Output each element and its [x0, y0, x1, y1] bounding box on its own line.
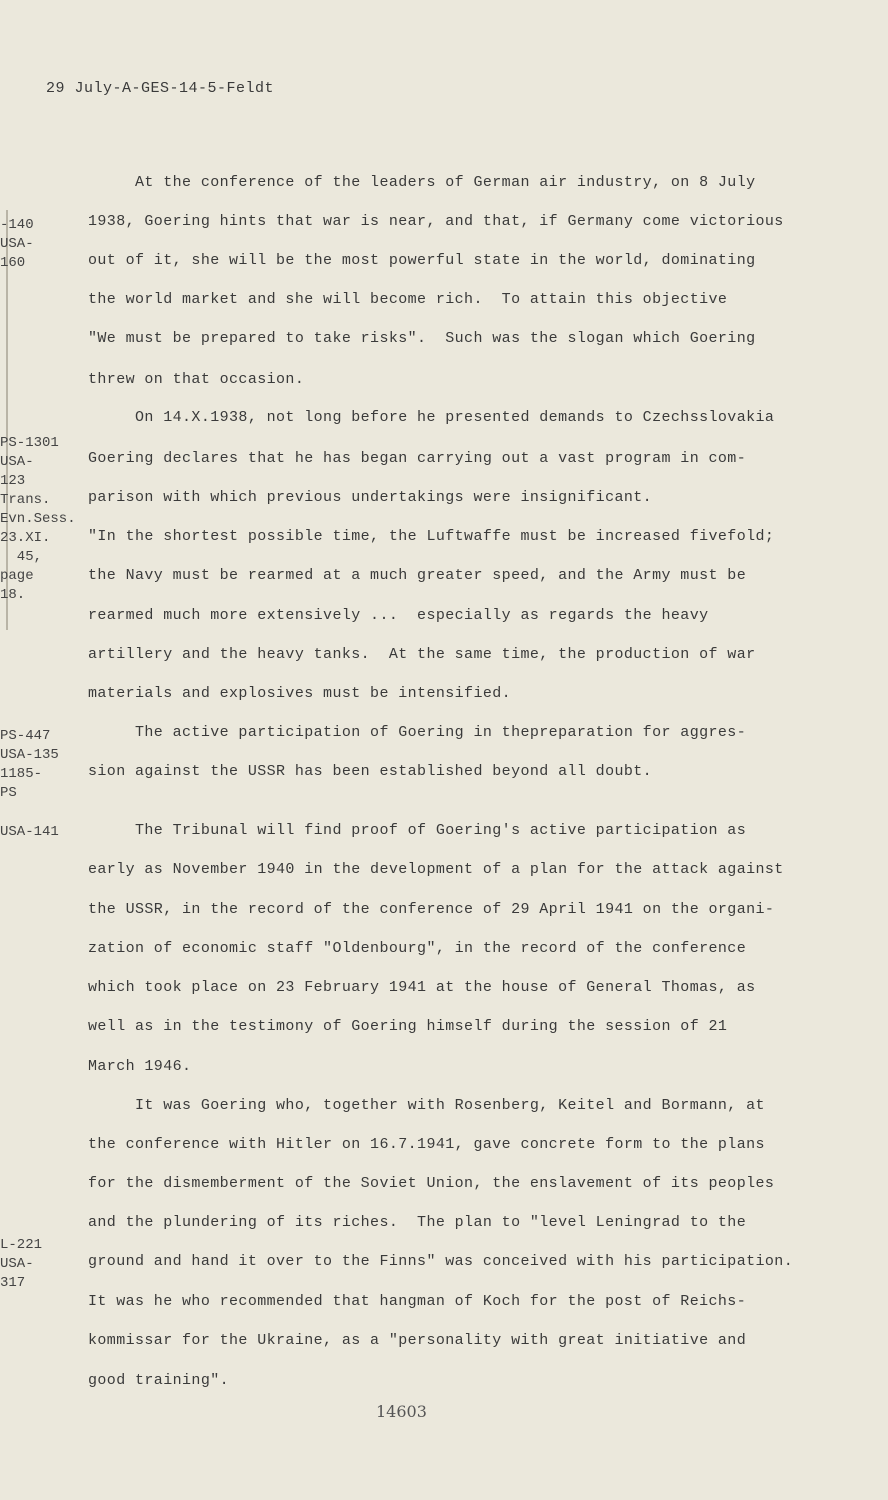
margin-note-3: PS-447 USA-135 1185- PS: [0, 728, 59, 801]
text-line: At the conference of the leaders of German air industry, on 8 July: [88, 174, 756, 191]
text-line: ground and hand it over to the Finns" was conceived with his participation.: [88, 1253, 794, 1270]
text-line: which took place on 23 February 1941 at the house of General Thomas, as: [88, 979, 756, 996]
margin-note-1: -140 USA- 160: [0, 217, 34, 271]
text-line: artillery and the heavy tanks. At the same time, the production of war: [88, 646, 756, 663]
text-line: early as November 1940 in the development of a plan for the attack against: [88, 861, 784, 878]
page-number: 14603: [376, 1402, 427, 1421]
text-line: rearmed much more extensively ... especially as regards the heavy: [88, 607, 709, 624]
text-line: "We must be prepared to take risks". Such was the slogan which Goering: [88, 330, 756, 347]
page-header: 29 July-A-GES-14-5-Feldt: [46, 80, 275, 97]
text-line: well as in the testimony of Goering himself during the session of 21: [88, 1018, 728, 1035]
text-line: good training".: [88, 1372, 230, 1389]
text-line: for the dismemberment of the Soviet Union, the enslavement of its peoples: [88, 1175, 775, 1192]
text-line: out of it, she will be the most powerful state in the world, dominating: [88, 252, 756, 269]
text-line: kommissar for the Ukraine, as a "personality with great initiative and: [88, 1332, 747, 1349]
text-line: Goering declares that he has began carrying out a vast program in com-: [88, 450, 747, 467]
text-line: sion against the USSR has been established beyond all doubt.: [88, 763, 653, 780]
text-line: zation of economic staff "Oldenbourg", in the record of the conference: [88, 940, 747, 957]
text-line: It was he who recommended that hangman of Koch for the post of Reichs-: [88, 1293, 747, 1310]
text-line: 1938, Goering hints that war is near, and that, if Germany come victorious: [88, 213, 784, 230]
text-line: materials and explosives must be intensified.: [88, 685, 512, 702]
text-line: On 14.X.1938, not long before he presented demands to Czechsslovakia: [88, 409, 775, 426]
text-line: the world market and she will become rich. To attain this objective: [88, 291, 728, 308]
margin-note-2: PS-1301 USA- 123 Trans. Evn.Sess. 23.XI. 45, page 18.: [0, 435, 76, 603]
text-line: parison with which previous undertakings were insignificant.: [88, 489, 653, 506]
text-line: threw on that occasion.: [88, 371, 305, 388]
text-line: The active participation of Goering in thepreparation for aggres-: [88, 724, 747, 741]
text-line: the conference with Hitler on 16.7.1941, gave concrete form to the plans: [88, 1136, 765, 1153]
text-line: "In the shortest possible time, the Luftwaffe must be increased fivefold;: [88, 528, 775, 545]
text-line: the Navy must be rearmed at a much greater speed, and the Army must be: [88, 567, 747, 584]
text-line: It was Goering who, together with Rosenberg, Keitel and Bormann, at: [88, 1097, 765, 1114]
margin-note-5: L-221 USA- 317: [0, 1237, 43, 1291]
text-line: and the plundering of its riches. The plan to "level Leningrad to the: [88, 1214, 747, 1231]
margin-note-4: USA-141: [0, 824, 59, 840]
text-line: The Tribunal will find proof of Goering's active participation as: [88, 822, 747, 839]
text-line: March 1946.: [88, 1058, 192, 1075]
text-line: the USSR, in the record of the conference of 29 April 1941 on the organi-: [88, 901, 775, 918]
